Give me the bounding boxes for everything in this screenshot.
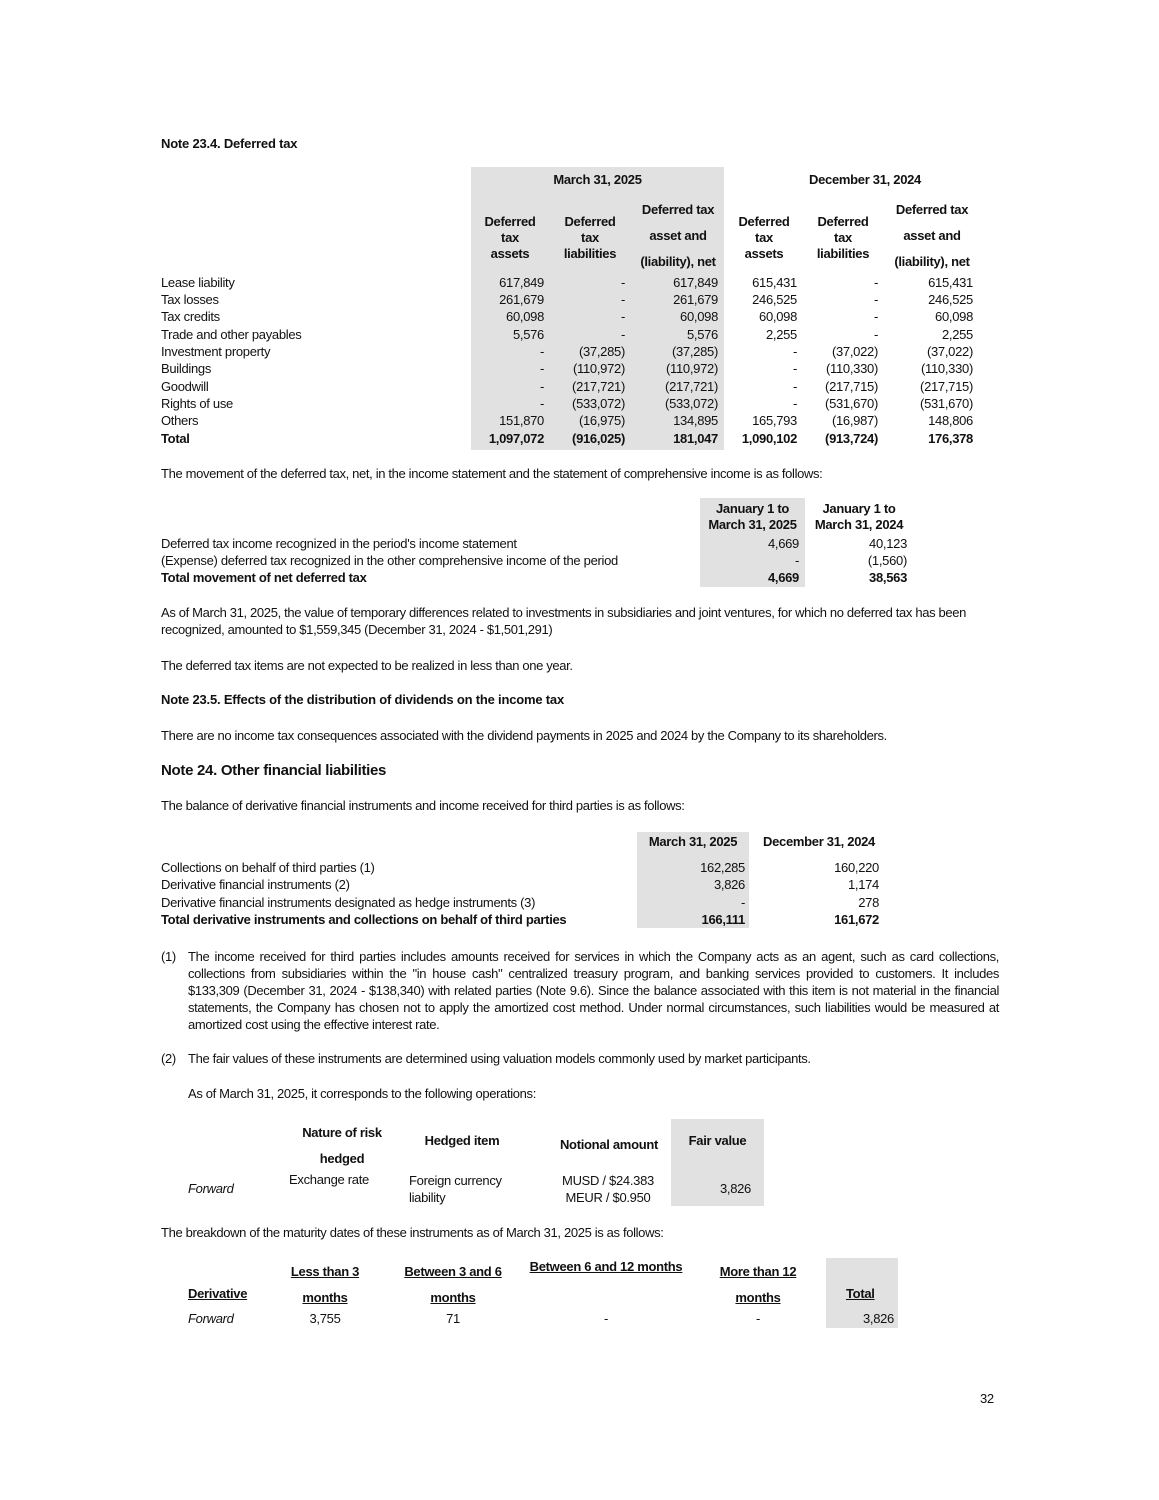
col-header-total: Total: [846, 1286, 875, 1301]
group-header-december-2024: December 31, 2024: [809, 172, 921, 187]
movement-intro: The movement of the deferred tax, net, in the income statement and the statement of comprehensive income is as follows:: [161, 466, 823, 481]
col-header-dec-net: Deferred tax asset and (liability), net: [894, 202, 970, 269]
col-header-between-3-and-6: Between 3 and 6 months: [404, 1264, 502, 1305]
table-row: Buildings - (110,972) (110,972) - (110,330) (110,330): [161, 361, 973, 376]
footnote-2-number: (2): [161, 1051, 176, 1066]
table-row: Others 151,870 (16,975) 134,895 165,793 (16,987) 148,806: [161, 413, 973, 428]
not-realized-text: The deferred tax items are not expected to be realized in less than one year.: [161, 658, 573, 673]
table-row-total: Total derivative instruments and collections on behalf of third parties 166,111 161,672: [161, 912, 879, 927]
dividends-text: There are no income tax consequences associated with the dividend payments in 2025 and 2024 by the Company to its shareholders.: [161, 728, 887, 743]
maturity-more-than-12: -: [755, 1311, 761, 1326]
operation-risk: Exchange rate: [289, 1172, 369, 1187]
col-header-fair-value: Fair value: [688, 1133, 747, 1148]
operation-type: Forward: [188, 1181, 234, 1196]
table-row: Tax losses 261,679 - 261,679 246,525 - 246,525: [161, 292, 973, 307]
movement-header-2025: January 1 to March 31, 2025: [708, 501, 797, 532]
table-row: Trade and other payables 5,576 - 5,576 2,255 - 2,255: [161, 327, 973, 342]
footnote-2-text: The fair values of these instruments are determined using valuation models commonly used by market participants.: [188, 1051, 811, 1066]
maturity-intro: The breakdown of the maturity dates of these instruments as of March 31, 2025 is as follows:: [161, 1225, 664, 1240]
table-row: Derivative financial instruments designated as hedge instruments (3) - 278: [161, 895, 879, 910]
table-row: Deferred tax income recognized in the period's income statement 4,669 40,123: [161, 536, 907, 551]
col-header-hedged-item: Hedged item: [424, 1133, 500, 1148]
operations-intro: As of March 31, 2025, it corresponds to the following operations:: [188, 1086, 536, 1101]
col-header-mar-net: Deferred tax asset and (liability), net: [640, 202, 716, 269]
group-header-march-2025: March 31, 2025: [553, 172, 642, 187]
col-header-december-2024: December 31, 2024: [763, 834, 875, 849]
col-header-less-than-3: Less than 3 months: [290, 1264, 360, 1305]
col-header-between-6-and-12: Between 6 and 12 months: [529, 1259, 683, 1274]
table-row: (Expense) deferred tax recognized in the other comprehensive income of the period - (1,560): [161, 553, 907, 568]
table-row-total: Total movement of net deferred tax 4,669 38,563: [161, 570, 907, 585]
col-header-dec-liabilities: Deferred tax liabilities: [816, 214, 870, 261]
note-24-intro: The balance of derivative financial instruments and income received for third parties is as follows:: [161, 798, 685, 813]
table-row-total: Total 1,097,072 (916,025) 181,047 1,090,102 (913,724) 176,378: [161, 431, 973, 446]
note-23-5-title: Note 23.5. Effects of the distribution of dividends on the income tax: [161, 692, 564, 707]
maturity-between-3-and-6: 71: [446, 1311, 460, 1326]
table-row: Collections on behalf of third parties (1) 162,285 160,220: [161, 860, 879, 875]
col-header-dec-assets: Deferred tax assets: [738, 214, 790, 261]
footnote-1-number: (1): [161, 949, 176, 964]
table-row: Lease liability 617,849 - 617,849 615,431 - 615,431: [161, 275, 973, 290]
footnote-1-text: The income received for third parties includes amounts received for services in which the Company acts as an agent, such as card collections, collections from subsidiaries within the "in house cash" centralized treasury program, and banking services provided to customers. It includes $133,309 (December 31, 2024 - $138,340) with related parties (Note 9.6). Since the balance associated with this item is not material in the financial statements, the Company has chosen not to apply the amortized cost method. Under normal circumstances, such liabilities would be measured at amortized cost using the effective interest rate.: [188, 949, 999, 1032]
maturity-type: Forward: [188, 1311, 234, 1326]
maturity-less-than-3: 3,755: [309, 1311, 341, 1326]
col-header-notional-amount: Notional amount: [559, 1137, 659, 1152]
table-row: Goodwill - (217,721) (217,721) - (217,715) (217,715): [161, 379, 973, 394]
note-24-title: Note 24. Other financial liabilities: [161, 762, 387, 779]
operation-fair-value: 3,826: [719, 1181, 751, 1196]
maturity-between-6-and-12: -: [603, 1311, 609, 1326]
col-header-mar-liabilities: Deferred tax liabilities: [563, 214, 617, 261]
note-23-4-title: Note 23.4. Deferred tax: [161, 136, 298, 151]
movement-header-2024: January 1 to March 31, 2024: [814, 501, 904, 532]
page-number: 32: [980, 1391, 994, 1406]
table-row: Rights of use - (533,072) (533,072) - (531,670) (531,670): [161, 396, 973, 411]
operation-notional: MUSD / $24.383 MEUR / $0.950: [562, 1173, 654, 1205]
table-row: Derivative financial instruments (2) 3,826 1,174: [161, 877, 879, 892]
table-row: Investment property - (37,285) (37,285) - (37,022) (37,022): [161, 344, 973, 359]
col-header-nature-of-risk: Nature of risk hedged: [302, 1125, 382, 1166]
maturity-total: 3,826: [862, 1311, 894, 1326]
col-header-derivative: Derivative: [188, 1286, 248, 1301]
temporary-differences-text: As of March 31, 2025, the value of temporary differences related to investments in subsidiaries and joint ventures, for which no deferred tax has been recognized, amounted to $1,559,345 (December 31, 2024 - $1,501,291): [161, 605, 967, 637]
table-row: Tax credits 60,098 - 60,098 60,098 - 60,098: [161, 309, 973, 324]
col-header-mar-assets: Deferred tax assets: [484, 214, 536, 261]
col-header-more-than-12: More than 12 months: [719, 1264, 797, 1305]
col-header-march-2025: March 31, 2025: [648, 834, 738, 849]
operation-hedged-item: Foreign currency liability: [409, 1173, 502, 1205]
